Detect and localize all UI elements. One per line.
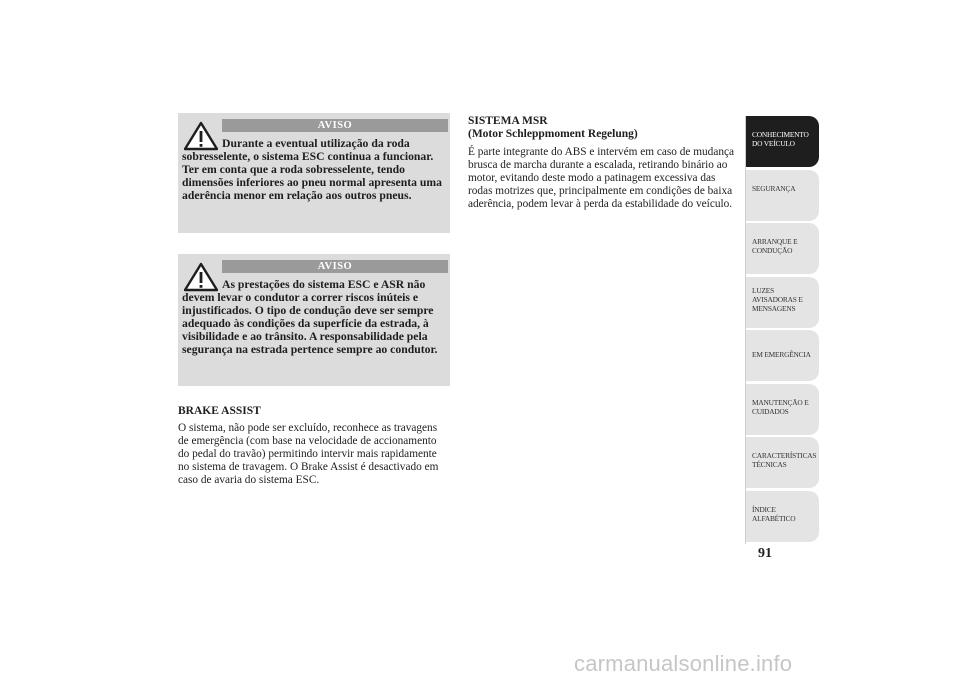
tab-label	[752, 350, 815, 359]
warning-box	[178, 113, 450, 233]
tab-label-line: ARRANQUE E	[752, 237, 798, 246]
tab-seguranca[interactable]	[746, 170, 819, 221]
msr-text: É parte integrante do ABS e intervém em caso de mudança brusca de marcha durante a escalada, retirando binário ao motor, evitando deste modo a patinagem excessiva das rodas motrizes que, principalmente em condições de baixa aderência, podem levar à perda da estabilidade do veículo.	[468, 146, 735, 210]
tab-label	[752, 505, 815, 523]
watermark: carmanualsonline.info	[574, 651, 793, 676]
brake-assist-text: O sistema, não pode ser excluído, reconhece as travagens de emergência (com base na velocidade de accionamento do pedal do travão) permitindo intervir mais rapidamente no sistema de travagem. O Brake Assist é desactivado em caso de avaria do sistema ESC.	[178, 422, 439, 486]
tab-arranque-e-conducao[interactable]	[746, 223, 819, 274]
tab-label-line: CONHECIMENTO	[752, 130, 809, 139]
tab-label	[752, 398, 815, 416]
tab-caracteristicas-tecnicas[interactable]	[746, 437, 819, 488]
warning-text: Durante a eventual utilização da roda sobresselente, o sistema ESC continua a funcionar. Ter em conta que a roda sobresselente, tendo dimensões inferiores ao pneu normal apresenta uma aderência menor em relação aos outros pneus.	[182, 137, 442, 202]
tab-label-line: LUZES	[752, 285, 774, 295]
tab-label	[752, 237, 815, 255]
warning-title: AVISO	[222, 260, 448, 273]
tab-label-line: MANUTENÇÃO E	[752, 397, 809, 407]
chapter-tabs	[746, 116, 819, 544]
tab-label-line: AVISADORAS E	[752, 294, 803, 304]
warning-title: AVISO	[222, 119, 448, 132]
tab-label-line: EM EMERGÊNCIA	[752, 350, 811, 359]
tab-luzes-avisadoras[interactable]	[746, 277, 819, 328]
tab-label-line: DO VEÍCULO	[752, 139, 795, 148]
tab-label-line: CARACTERÍSTICAS	[752, 451, 817, 460]
tab-label-line: SEGURANÇA	[752, 183, 796, 193]
tab-em-emergencia[interactable]	[746, 330, 819, 381]
msr-heading-line1: SISTEMA MSR	[468, 115, 548, 127]
page-number: 91	[758, 546, 772, 561]
tab-label-line: CONDUÇÃO	[752, 246, 793, 255]
tab-label	[752, 130, 815, 148]
tab-label	[752, 286, 815, 313]
tab-label-line: MENSAGENS	[752, 303, 796, 313]
brake-assist-heading: BRAKE ASSIST	[178, 405, 261, 417]
tab-label-line: CUIDADOS	[752, 406, 789, 416]
warning-box	[178, 254, 450, 386]
tab-conhecimento-do-veiculo[interactable]	[746, 116, 819, 167]
tab-label-line: ALFABÉTICO	[752, 513, 796, 523]
tab-label	[752, 451, 815, 469]
msr-heading-line2: (Motor Schleppmoment Regelung)	[468, 128, 638, 140]
tab-indice-alfabetico[interactable]	[746, 491, 819, 542]
tab-label-line: ÍNDICE	[752, 504, 776, 514]
warning-text: As prestações do sistema ESC e ASR não devem levar o condutor a correr riscos inúteis e injustificados. O tipo de condução deve ser sempre adequado às condições da superfície da estrada, à visibilidade e ao trânsito. A responsabilidade pela segurança na estrada pertence sempre ao condutor.	[182, 278, 438, 356]
tab-manutencao-e-cuidados[interactable]	[746, 384, 819, 435]
msr-heading	[468, 115, 748, 141]
tab-label	[752, 184, 815, 193]
tab-label-line: TÉCNICAS	[752, 460, 787, 469]
